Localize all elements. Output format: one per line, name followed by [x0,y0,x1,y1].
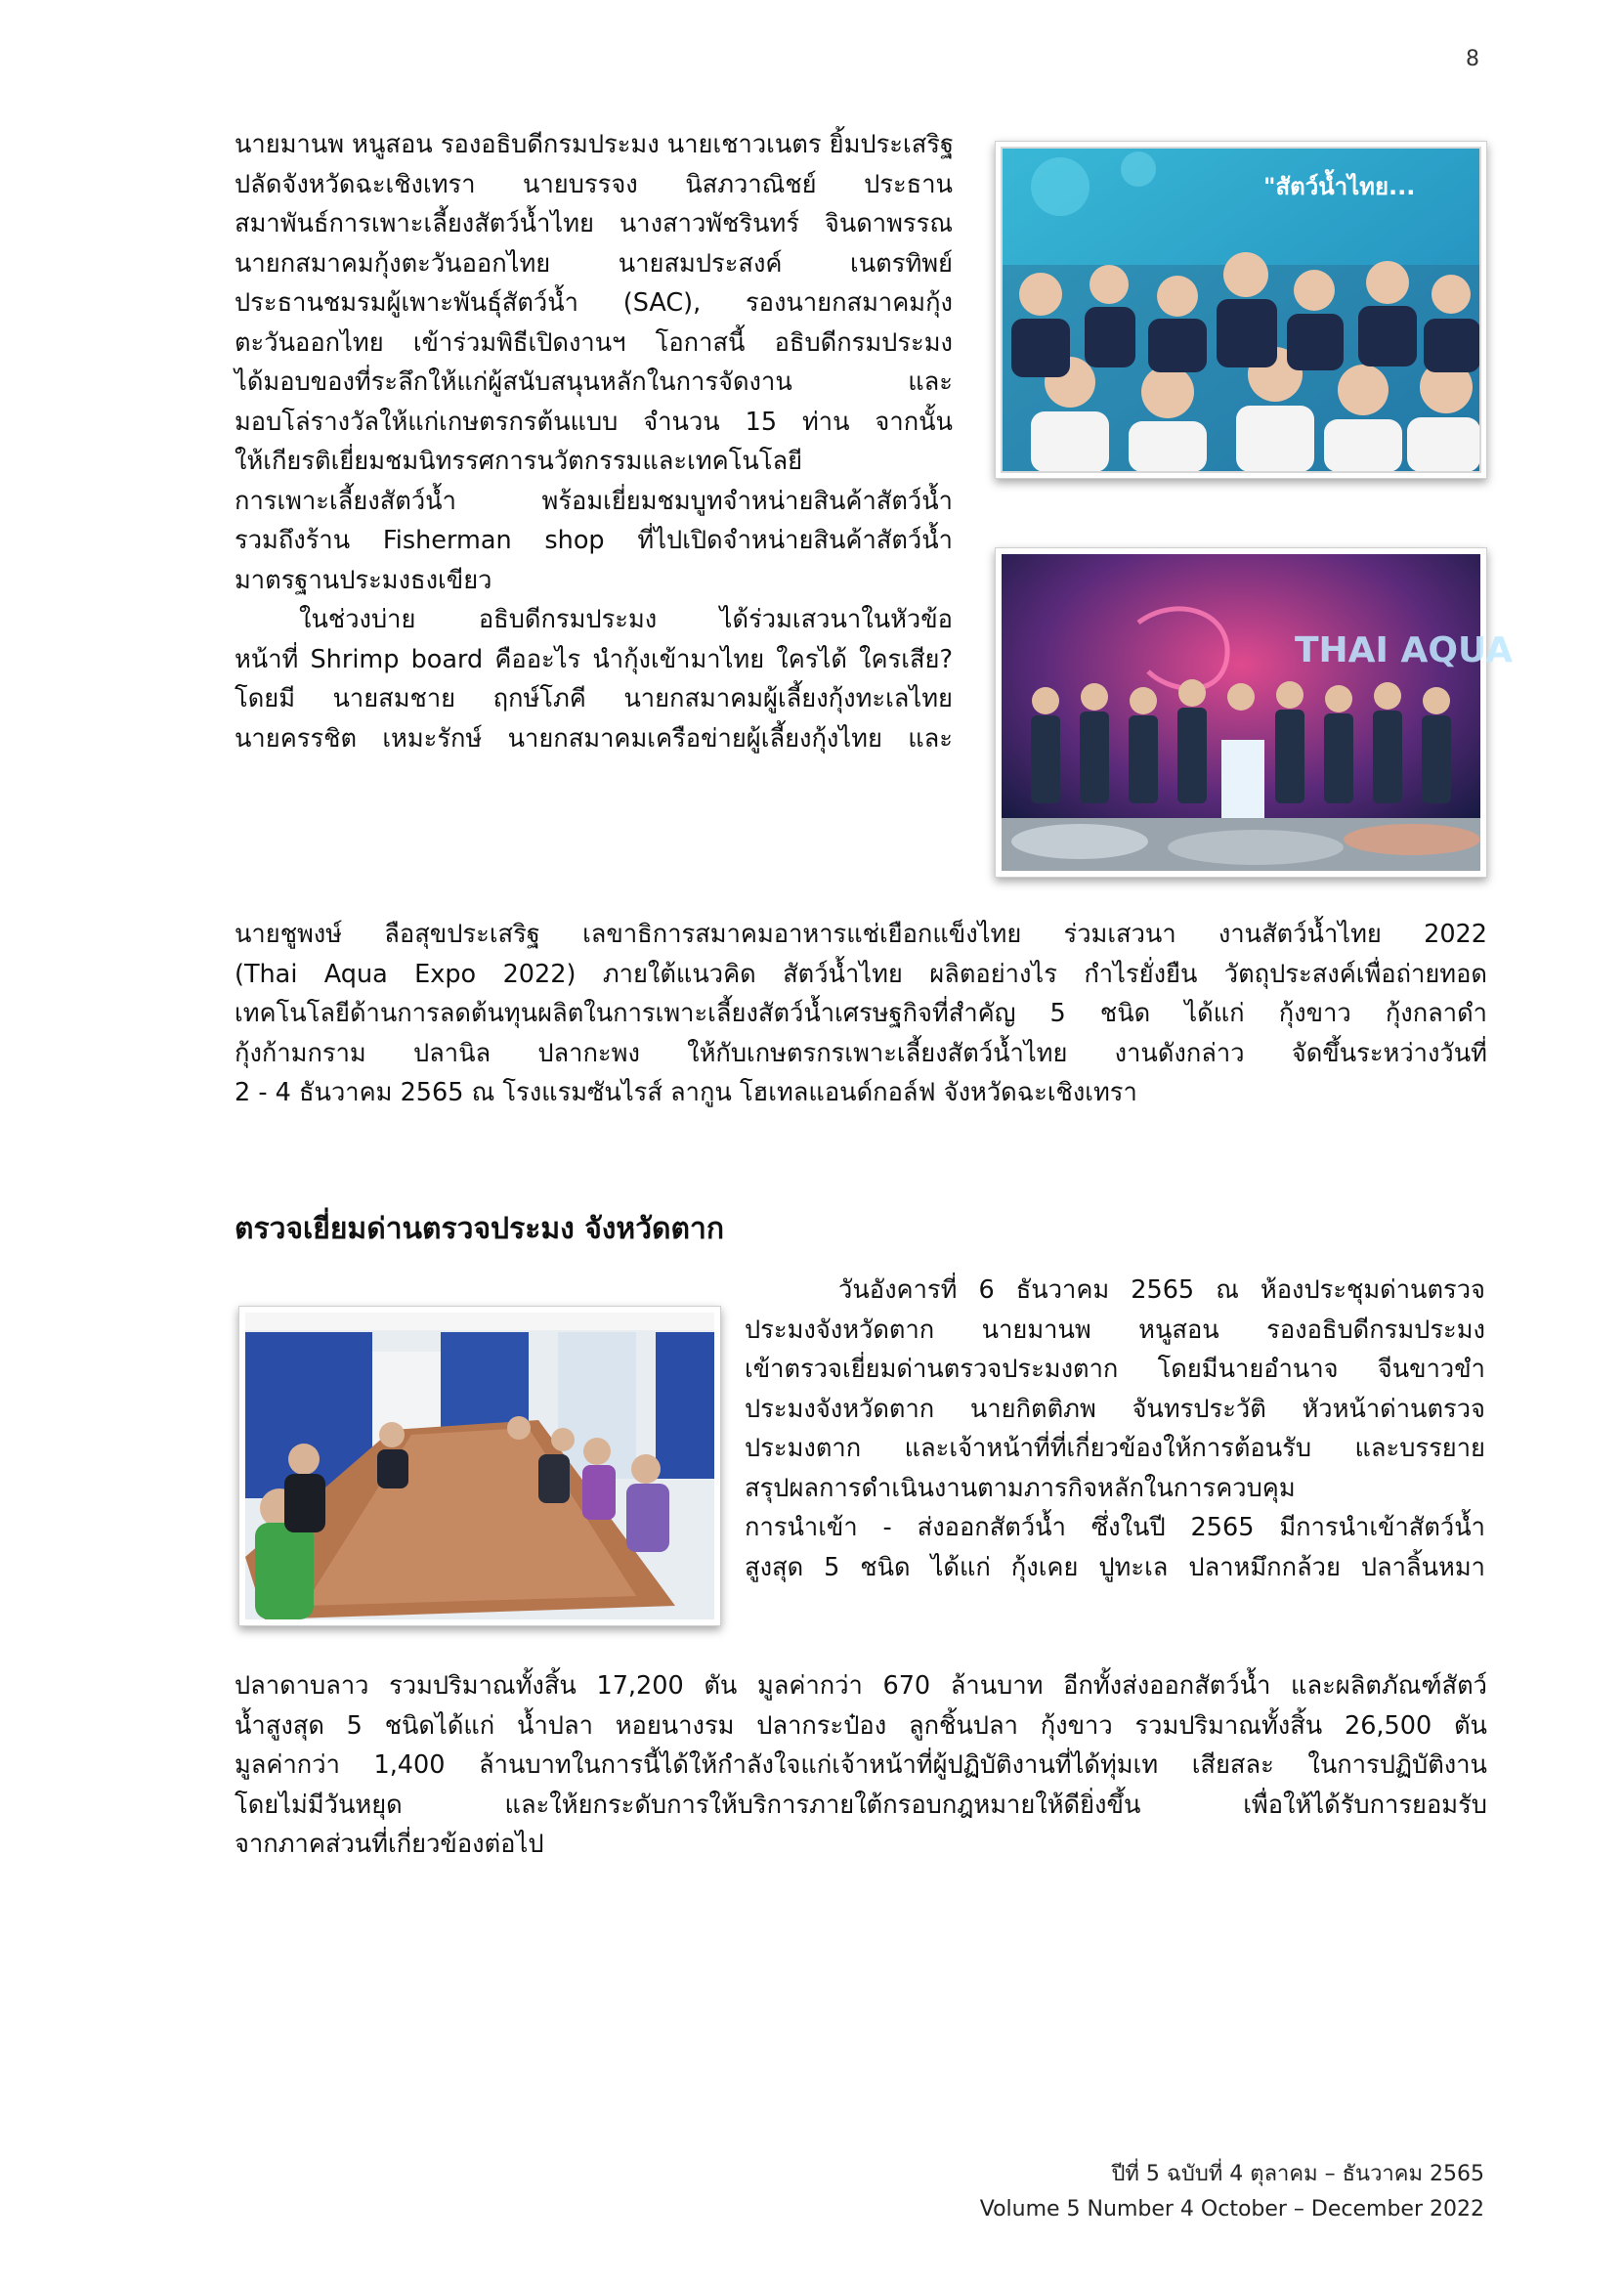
text-line: 2 - 4 ธันวาคม 2565 ณ โรงแรมซันไรส์ ลากูน โฮเทลแอนด์กอล์ฟ จังหวัดฉะเชิงเทรา [235,1078,1137,1107]
text-line: กุ้งก้ามกราม ปลานิล ปลากะพง ให้กับเกษตรกรเพาะเลี้ยงสัตว์น้ำไทย งานดังกล่าว จัดขึ้นระหว่างวันที่ [235,1038,1487,1068]
text-line: การเพาะเลี้ยงสัตว์น้ำ พร้อมเยี่ยมชมบูทจำหน่ายสินค้าสัตว์น้ำ [235,486,953,516]
photo-thai-aqua-stage [995,547,1513,878]
text-line: ปลาดาบลาว รวมปริมาณทั้งสิ้น 17,200 ตัน มูลค่ากว่า 670 ล้านบาท อีกทั้งส่งออกสัตว์น้ำ และผลิตภัณฑ์สัตว์ [235,1671,1487,1701]
section2-paragraph-narrow [745,1271,1485,1587]
text-line: ประมงจังหวัดตาก นายกิตติภพ จันทรประวัติ หัวหน้าด่านตรวจ [745,1394,1485,1424]
text-line: นายชูพงษ์ ลือสุขประเสริฐ เลขาธิการสมาคมอาหารแช่เยือกแข็งไทย ร่วมเสวนา งานสัตว์น้ำไทย 2022 [235,920,1487,949]
text-line: มูลค่ากว่า 1,400 ล้านบาทในการนี้ได้ให้กำลังใจแก่เจ้าหน้าที่ผู้ปฏิบัติงานที่ได้ทุ่มเท เสียสละ ในการปฏิบัติงาน [235,1750,1487,1780]
text-line: ประมงจังหวัดตาก นายมานพ หนูสอน รองอธิบดีกรมประมง [745,1315,1485,1345]
text-line: ในช่วงบ่าย อธิบดีกรมประมง ได้ร่วมเสวนาในหัวข้อ [299,605,953,634]
text-line: เทคโนโลยีด้านการลดต้นทุนผลิตในการเพาะเลี้ยงสัตว์น้ำเศรษฐกิจที่สำคัญ 5 ชนิด ได้แก่ กุ้งขาว กุ้งกลาดำ [235,999,1487,1028]
text-line: ปลัดจังหวัดฉะเชิงเทรา นายบรรจง นิสภวาณิชย์ ประธาน [235,169,953,199]
text-line: ประมงตาก และเจ้าหน้าที่ที่เกี่ยวข้องให้การต้อนรับ และบรรยาย [745,1434,1485,1463]
text-line: นายครรชิต เหมะรักษ์ นายกสมาคมเครือข่ายผู้เลี้ยงกุ้งไทย และ [235,723,953,754]
photo-meeting-room-image [245,1313,714,1619]
text-line: สรุปผลการดำเนินงานตามภารกิจหลักในการควบคุม [745,1473,1296,1503]
section1-paragraph-wide [235,915,1487,1113]
section2-paragraph-wide [235,1666,1487,1865]
text-line: ได้มอบของที่ระลึกให้แก่ผู้สนับสนุนหลักในการจัดงาน และ [235,367,953,397]
text-line: ประธานชมรมผู้เพาะพันธุ์สัตว์น้ำ (SAC), รองนายกสมาคมกุ้ง [235,288,953,318]
text-line: โดยไม่มีวันหยุด และให้ยกระดับการให้บริการภายใต้กรอบกฎหมายให้ดียิ่งขึ้น เพื่อให้ได้รับการยอมรับ [235,1790,1487,1820]
photo-thai-aqua-stage-image [1002,554,1513,871]
photo1-banner-text: "สัตว์น้ำไทย... [1263,173,1416,200]
photo-opening-ceremony [995,141,1487,479]
text-line: มอบโล่รางวัลให้แก่เกษตรกรต้นแบบ จำนวน 15 ท่าน จากนั้น [235,407,953,437]
text-line: สมาพันธ์การเพาะเลี้ยงสัตว์น้ำไทย นางสาวพัชรินทร์ จินดาพรรณ [235,209,953,238]
text-line: โดยมี นายสมชาย ฤกษ์โภคี นายกสมาคมผู้เลี้ยงกุ้งทะเลไทย [235,684,953,713]
photo-opening-ceremony-image [1002,148,1480,472]
photo2-banner-text: THAI AQUA [1295,630,1513,670]
text-line: นายมานพ หนูสอน รองอธิบดีกรมประมง นายเชาวเนตร ยิ้มประเสริฐ [235,130,955,159]
footer-thai: ปีที่ 5 ฉบับที่ 4 ตุลาคม – ธันวาคม 2565 [1111,2162,1484,2186]
text-line: การนำเข้า - ส่งออกสัตว์น้ำ ซึ่งในปี 2565 มีการนำเข้าสัตว์น้ำ [745,1513,1485,1542]
text-line: สูงสุด 5 ชนิด ได้แก่ กุ้งเคย ปูทะเล ปลาหมึกกล้วย ปลาลิ้นหมา [745,1552,1485,1582]
section1-paragraph-narrow [235,125,953,758]
page-number: 8 [1466,47,1479,71]
section-heading: ตรวจเยี่ยมด่านตรวจประมง จังหวัดตาก [235,1212,725,1246]
photo-meeting-room [238,1306,721,1626]
text-line: น้ำสูงสุด 5 ชนิดได้แก่ น้ำปลา หอยนางรม ปลากระป๋อง ลูกชิ้นปลา กุ้งขาว รวมปริมาณทั้งสิ้น 26,500 ตัน [235,1710,1487,1741]
text-line: หน้าที่ Shrimp board คืออะไร นำกุ้งเข้ามาไทย ใครได้ ใครเสีย? [235,644,953,674]
text-line: ให้เกียรติเยี่ยมชมนิทรรศการนวัตกรรมและเทคโนโลยี [235,447,803,476]
text-line: วันอังคารที่ 6 ธันวาคม 2565 ณ ห้องประชุมด่านตรวจ [838,1275,1485,1305]
text-line: (Thai Aqua Expo 2022) ภายใต้แนวคิด สัตว์น้ำไทย ผลิตอย่างไร กำไรยั่งยืน วัตถุประสงค์เพื่อถ่ายทอด [235,959,1487,989]
text-line: รวมถึงร้าน Fisherman shop ที่ไปเปิดจำหน่ายสินค้าสัตว์น้ำ [235,526,953,555]
text-line: ตะวันออกไทย เข้าร่วมพิธีเปิดงานฯ โอกาสนี้ อธิบดีกรมประมง [235,327,953,358]
text-line: มาตรฐานประมงธงเขียว [235,565,492,595]
footer-english: Volume 5 Number 4 October – December 2022 [979,2197,1484,2221]
text-line: นายกสมาคมกุ้งตะวันออกไทย นายสมประสงค์ เนตรทิพย์ [235,248,953,279]
text-line: เข้าตรวจเยี่ยมด่านตรวจประมงตาก โดยมีนายอำนาจ จีนขาวขำ [745,1355,1485,1384]
text-line: จากภาคส่วนที่เกี่ยวข้องต่อไป [235,1830,544,1859]
